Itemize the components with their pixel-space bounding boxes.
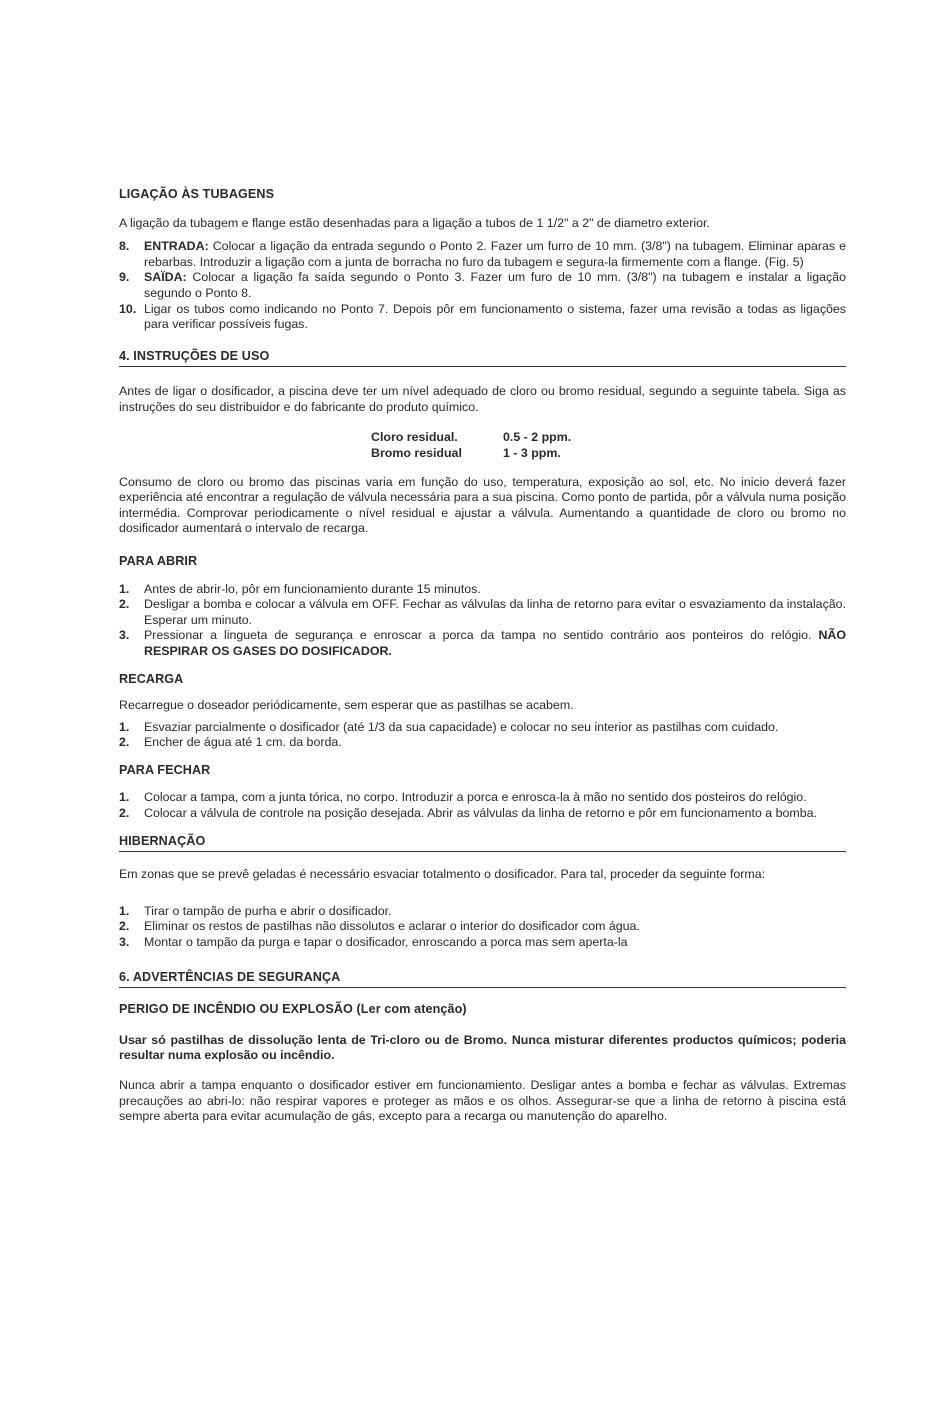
item-text: Esvaziar parcialmente o dosificador (até 1/3 da sua capacidade) e colocar no seu interior as pastilhas com cuidado. <box>144 719 779 734</box>
document-page <box>119 187 846 1125</box>
recarga-list <box>119 720 846 751</box>
item-number: 2. <box>119 735 130 750</box>
list-item <box>119 735 846 751</box>
item-number: 1. <box>119 790 130 805</box>
item-text: Montar o tampão da purga e tapar o dosificador, enroscando a porca mas sem aperta-la <box>144 935 628 949</box>
item-text: Ligar os tubos como indicando no Ponto 7. Depois pôr em funcionamento o sistema, fazer uma revisão a todas as ligações para verificar possíveis fugas. <box>144 301 846 332</box>
item-number: 2. <box>119 806 130 821</box>
section-title-seguranca: 6. ADVERTÊNCIAS DE SEGURANÇA <box>119 970 846 989</box>
list-item <box>119 582 846 598</box>
item-text: Colocar a ligação fa saída segundo o Ponto 3. Fazer um furo de 10 mm. (3/8") na tubagem e instalar a ligação segundo o Ponto 8. <box>144 270 846 300</box>
table-row <box>371 429 846 445</box>
item-number: 1. <box>119 581 130 596</box>
recarga-intro: Recarregue o doseador periódicamente, sem esperar que as pastilhas se acabem. <box>119 698 574 713</box>
seguranca-subtitle: PERIGO DE INCÊNDIO OU EXPLOSÃO (Ler com atenção) <box>119 1002 467 1017</box>
list-item <box>119 597 846 628</box>
ligacao-intro: A ligação da tubagem e flange estão desenhadas para a ligação a tubos de 1 1/2" a 2" de diametro exterior. <box>119 215 710 230</box>
item-number: 1. <box>119 903 130 918</box>
section-title-fechar: PARA FECHAR <box>119 762 211 777</box>
section-title-recarga: RECARGA <box>119 672 184 687</box>
item-number: 3. <box>119 935 130 949</box>
item-bold-text: NÃO RESPIRAR OS GASES DO DOSIFICADOR. <box>144 628 846 658</box>
item-text: Colocar a válvula de controle na posição desejada. Abrir as válvulas da linha de retorno e pôr em funcionamento a bomba. <box>144 806 817 821</box>
item-text: Pressionar a lingueta de segurança e enroscar a porca da tampa no sentido contrário aos ponteiros do relógio. <box>144 628 819 643</box>
fechar-list <box>119 790 846 821</box>
item-text: Colocar a ligação da entrada segundo o Ponto 2. Fazer um furro de 10 mm. (3/8") na tubagem. Eliminar aparas e rebarbas. Introduzir a ligação com a junta de borracha no furo da tubagem e segura-la firmemente com a flange. (Fig. 5) <box>144 239 846 269</box>
list-item <box>119 790 846 806</box>
item-text: Colocar a tampa, com a junta tórica, no corpo. Introduzir a porca e enrosca-la à mão no sentido dos posteiros do relógio. <box>144 790 807 805</box>
list-item <box>119 628 846 659</box>
residual-table <box>371 429 846 461</box>
consumo-paragraph: Consumo de cloro ou bromo das piscinas varia em função do uso, temperatura, exposição ao sol, etc. No inicio deverá fazer experiência até encontrar a regulação de válvula necessária para a sua piscina. Como ponto de partida, pôr a válvula numa posição intermédia. Comprovar periodicamente o nível residual e ajustar a válvula. Aumentando a quantidade de cloro ou bromo no dosificador aumentará o intervalo de recarga. <box>119 474 846 536</box>
abrir-list <box>119 582 846 660</box>
section-title-abrir: PARA ABRIR <box>119 553 198 568</box>
item-text: Eliminar os restos de pastilhas não dissolutos e aclarar o interior do dosificador com água. <box>144 919 640 934</box>
seguranca-warning: Usar só pastilhas de dissolução lenta de Tri-cloro ou de Bromo. Nunca misturar diferentes productos químicos; poderia resultar numa explosão ou incêndio. <box>119 1032 846 1063</box>
list-item <box>119 904 846 920</box>
seguranca-text: Nunca abrir a tampa enquanto o dosificador estiver em funcionamiento. Desligar antes a bomba e fechar as válvulas. Extremas precauções ao abri-lo: não respirar vapores e proteger as mãos e os olhos. Assegurar-se que a linha de retorno à piscina está sempre aberta para evitar acumulação de gás, excepto para a recarga ou manutenção do aparelho. <box>119 1077 846 1124</box>
ligacao-list <box>119 239 846 333</box>
item-number: 1. <box>119 719 130 734</box>
hibernacao-intro: Em zonas que se prevê geladas é necessário esvaciar totalmento o dosificador. Para tal, proceder da seguinte forma: <box>119 867 766 882</box>
item-label: SAÏDA: <box>144 270 187 285</box>
list-item <box>119 919 846 935</box>
list-item <box>119 720 846 736</box>
list-item <box>119 270 846 301</box>
list-item <box>119 935 846 951</box>
item-text: Encher de água até 1 cm. da borda. <box>144 735 342 750</box>
item-number: 3. <box>119 628 130 643</box>
table-cell-name: Cloro residual. <box>371 429 458 444</box>
item-text: Tirar o tampão de purha e abrir o dosificador. <box>144 903 392 918</box>
section-title-ligacao: LIGAÇÃO ÀS TUBAGENS <box>119 187 275 201</box>
instrucoes-intro: Antes de ligar o dosificador, a piscina deve ter um nível adequado de cloro ou bromo residual, segundo a seguinte tabela. Siga as instruções do seu distribuidor e do fabricante do produto químico. <box>119 384 846 414</box>
section-title-instrucoes: 4. INSTRUÇÕES DE USO <box>119 349 846 368</box>
item-text: Desligar a bomba e colocar a válvula em OFF. Fechar as válvulas da linha de retorno para evitar o esvaziamento da instalação. Esperar um minuto. <box>144 597 846 627</box>
item-number: 9. <box>119 270 130 285</box>
table-cell-value: 0.5 - 2 ppm. <box>503 429 572 444</box>
list-item <box>119 302 846 333</box>
item-label: ENTRADA: <box>144 239 209 254</box>
item-number: 8. <box>119 239 130 254</box>
item-text: Antes de abrir-lo, pôr em funcionamiento durante 15 minutos. <box>144 581 481 596</box>
list-item <box>119 806 846 822</box>
table-row <box>371 445 846 461</box>
item-number: 2. <box>119 597 130 612</box>
list-item <box>119 239 846 270</box>
item-number: 10. <box>119 301 137 316</box>
table-cell-name: Bromo residual <box>371 445 462 460</box>
section-title-hibernacao: HIBERNAÇÃO <box>119 834 846 853</box>
hibernacao-list <box>119 904 846 951</box>
table-cell-value: 1 - 3 ppm. <box>503 445 561 460</box>
item-number: 2. <box>119 919 130 934</box>
